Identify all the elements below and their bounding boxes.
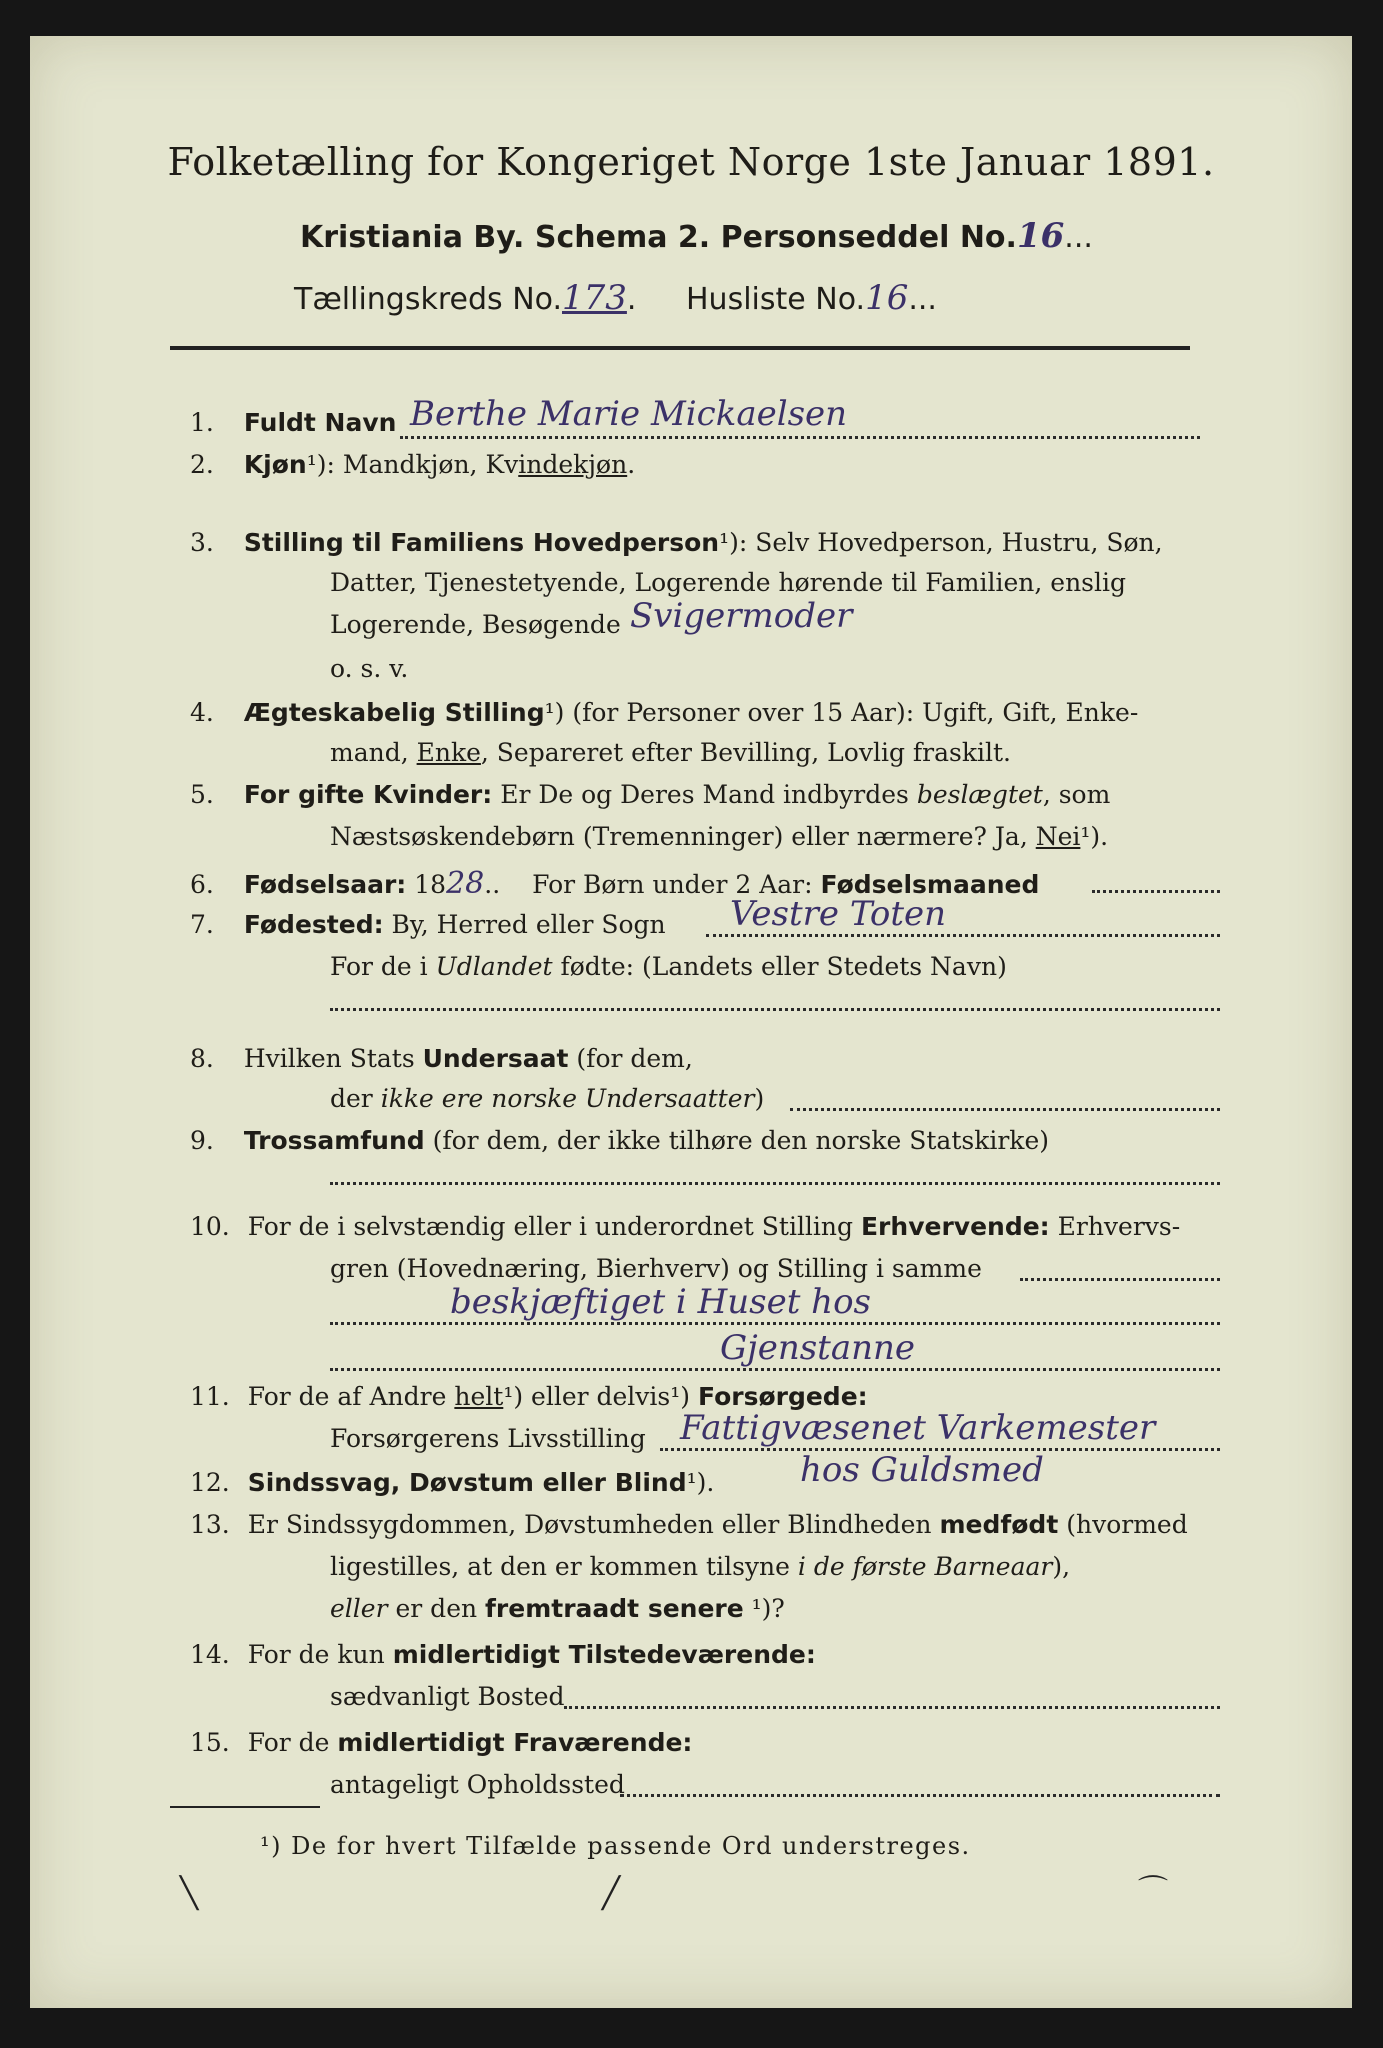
- tick-mark-center: ╱: [602, 1876, 621, 1911]
- birthplace-value: Vestre Toten: [730, 894, 947, 934]
- item-6: 6. Fødselsaar: 1828.. For Børn under 2 Aar: Fødselsmaaned: [190, 866, 1040, 901]
- occupation-dots-3: [330, 1368, 1220, 1371]
- whereabouts-dots: [620, 1794, 1220, 1797]
- item-3-line-2: Datter, Tjenestetyende, Logerende hørende til Familien, enslig: [330, 568, 1127, 597]
- tick-mark-right: ⌒: [1138, 1874, 1168, 1909]
- item-8-line-2: der ikke ere norske Undersaatter): [330, 1084, 765, 1113]
- selected-marital: Enke: [416, 738, 481, 767]
- full-name-dots: [400, 436, 1200, 439]
- kreds-number: 173: [562, 278, 627, 318]
- schema-line: Kristiania By. Schema 2. Personseddel No.16...: [300, 216, 1093, 256]
- census-form-sheet: [30, 36, 1352, 2008]
- item-13-line-2: ligestilles, at den er kommen tilsyne i de første Barneaar),: [330, 1552, 1071, 1581]
- selected-related: Nei: [1035, 822, 1081, 851]
- kreds-line: Tællingskreds No.173. Husliste No.16...: [294, 278, 937, 318]
- person-number: 16: [1016, 216, 1065, 256]
- item-10: 10. For de i selvstændig eller i underordnet Stilling Erhvervende: Erhvervs-: [190, 1212, 1181, 1241]
- item-14: 14. For de kun midlertidigt Tilstedeværende:: [190, 1640, 816, 1669]
- husliste-label: Husliste No.: [686, 282, 866, 317]
- birthplace-dots: [706, 934, 1220, 937]
- item-4-line-2: mand, Enke, Separeret efter Bevilling, Lovlig fraskilt.: [330, 738, 1011, 767]
- item-12: 12. Sindssvag, Døvstum eller Blind¹).: [190, 1468, 715, 1497]
- family-position-value: Svigermoder: [630, 596, 853, 636]
- husliste-number: 16: [865, 278, 909, 318]
- item-11: 11. For de af Andre helt¹) eller delvis¹) Forsørgede:: [190, 1382, 868, 1411]
- item-5-line-2: Næstsøskendebørn (Tremenninger) eller nærmere? Ja, Nei¹).: [330, 822, 1109, 851]
- form-title: Folketælling for Kongeriget Norge 1ste Januar 1891.: [167, 140, 1215, 184]
- item-12-value: hos Guldsmed: [800, 1450, 1044, 1490]
- occupation-value-2: Gjenstanne: [720, 1328, 916, 1368]
- item-5: 5. For gifte Kvinder: Er De og Deres Mand indbyrdes beslægtet, som: [190, 780, 1111, 809]
- footnote-rule: [170, 1806, 320, 1808]
- birth-year-value: 28: [446, 866, 485, 901]
- religion-dots: [330, 1182, 1220, 1185]
- item-2: 2. Kjøn¹): Mandkjøn, Kvindekjøn.: [190, 450, 636, 479]
- item-15: 15. For de midlertidigt Fraværende:: [190, 1728, 693, 1757]
- foreign-birthplace-dots: [330, 1008, 1220, 1011]
- occupation-dots-1: [1020, 1278, 1220, 1281]
- schema-prefix: Kristiania By. Schema 2. Personseddel No.: [300, 220, 1017, 255]
- citizenship-dots: [790, 1108, 1220, 1111]
- item-9: 9. Trossamfund (for dem, der ikke tilhøre den norske Statskirke): [190, 1126, 1050, 1155]
- item-3: 3. Stilling til Familiens Hovedperson¹): Selv Hovedperson, Hustru, Søn,: [190, 528, 1163, 557]
- item-8: 8. Hvilken Stats Undersaat (for dem,: [190, 1044, 693, 1073]
- item-11-line-2: Forsørgerens Livsstilling: [330, 1424, 646, 1453]
- full-name-label: Fuldt Navn: [243, 408, 397, 437]
- item-3-line-4: o. s. v.: [330, 654, 409, 683]
- tick-mark-left: ╲: [180, 1876, 199, 1911]
- item-7: 7. Fødested: By, Herred eller Sogn: [190, 910, 666, 939]
- item-15-line-2: antageligt Opholdssted: [330, 1770, 625, 1799]
- occupation-dots-2: [330, 1322, 1220, 1325]
- item-3-line-3: Logerende, Besøgende: [330, 610, 621, 639]
- footnote: ¹) De for hvert Tilfælde passende Ord understreges.: [260, 1832, 971, 1860]
- item-13-line-3: eller er den fremtraadt senere ¹)?: [330, 1594, 785, 1623]
- item-14-line-2: sædvanligt Bosted: [330, 1682, 565, 1711]
- item-10-line-2: gren (Hovednæring, Bierhverv) og Stilling i samme: [330, 1254, 982, 1283]
- header-rule: [170, 346, 1190, 350]
- birth-month-dots: [1092, 890, 1220, 893]
- item-1: 1. Fuldt Navn: [190, 408, 397, 437]
- item-4: 4. Ægteskabelig Stilling¹) (for Personer over 15 Aar): Ugift, Gift, Enke-: [190, 698, 1139, 727]
- provider-occupation-value: Fattigvæsenet Varkemester: [680, 1408, 1156, 1448]
- kreds-label: Tællingskreds No.: [294, 282, 562, 317]
- usual-residence-dots: [564, 1706, 1220, 1709]
- item-7-line-2: For de i Udlandet fødte: (Landets eller Stedets Navn): [330, 952, 1007, 981]
- occupation-value-1: beskjæftiget i Huset hos: [450, 1282, 871, 1322]
- selected-gender: indekjøn: [518, 450, 628, 479]
- full-name-value: Berthe Marie Mickaelsen: [410, 394, 848, 434]
- item-13: 13. Er Sindssygdommen, Døvstumheden eller Blindheden medfødt (hvormed: [190, 1510, 1188, 1539]
